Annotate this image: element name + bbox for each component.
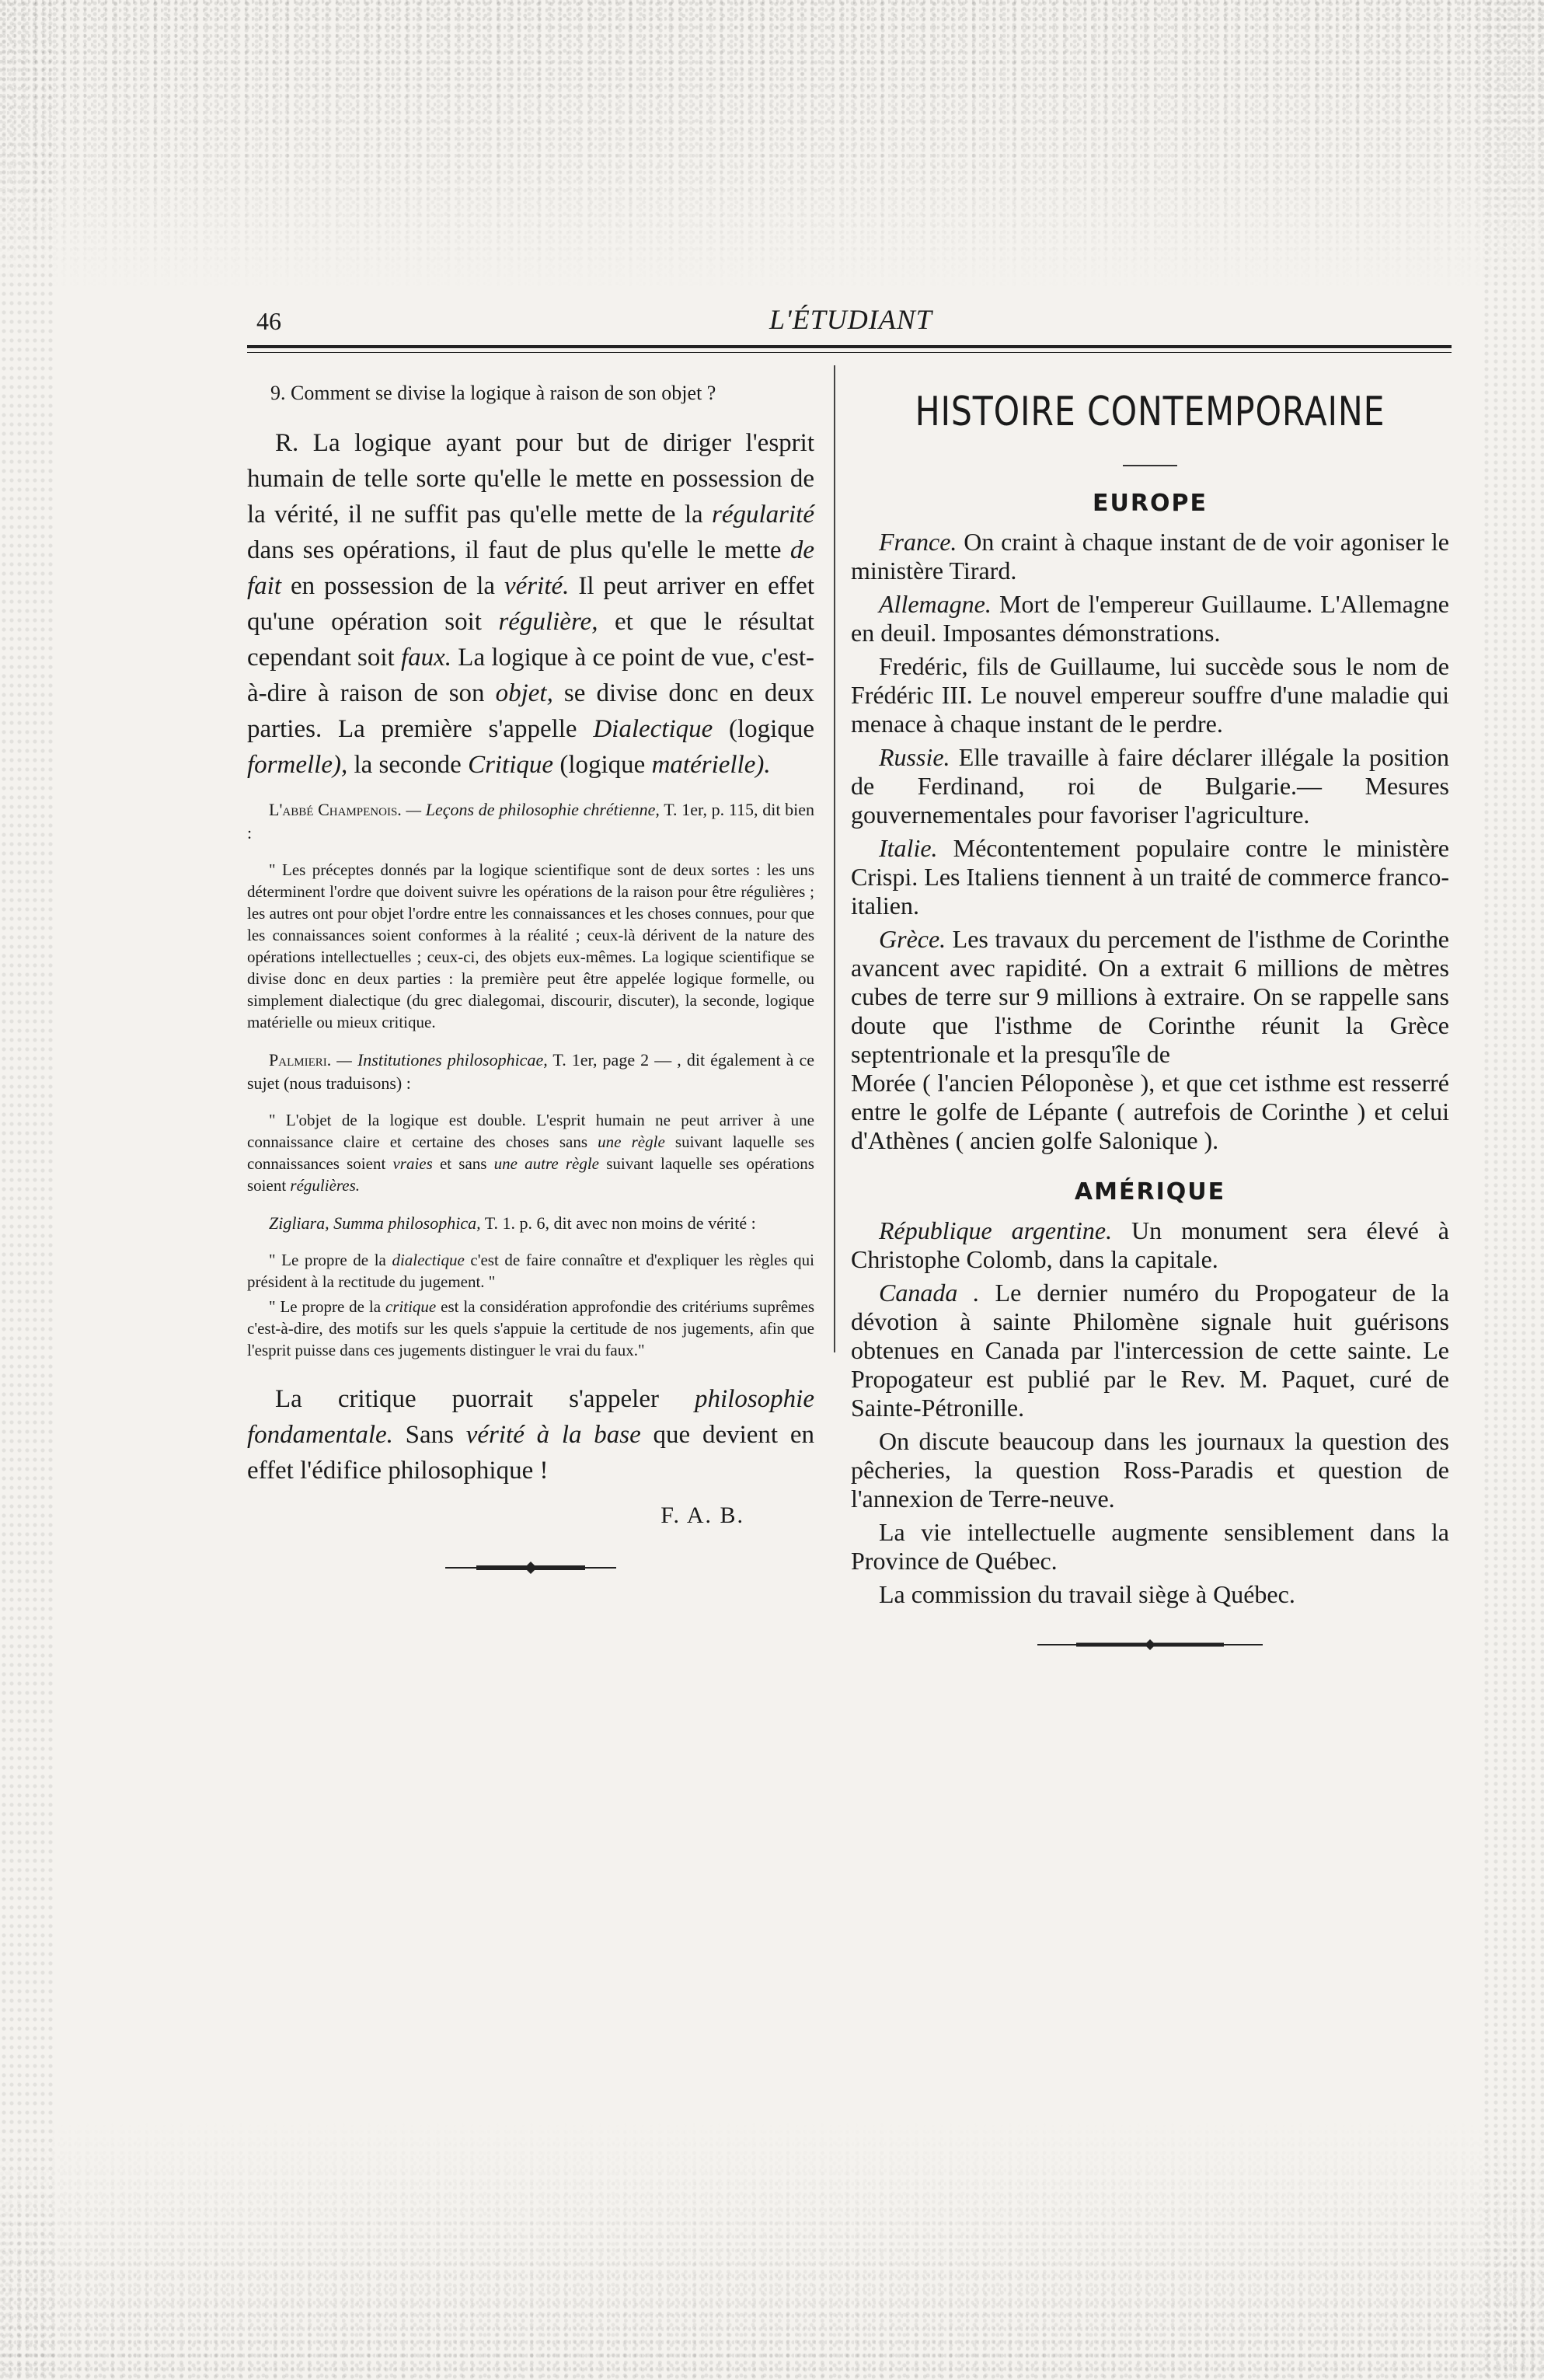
title-rule [1123,465,1177,466]
left-column [247,381,814,1576]
news-item: République argentine. Un monument sera élevé à Christophe Colomb, dans la capitale. [851,1216,1450,1273]
news-item: La vie intellectuelle augmente sensiblement dans la Province de Québec. [851,1518,1449,1575]
news-item: France. On craint à chaque instant de de voir agoniser le ministère Tirard. [851,528,1449,585]
region-heading-europe: EUROPE [1093,490,1208,517]
conclusion-paragraph: La critique puorrait s'appeler philosophie fondamentale. Sans vérité à la base que devient en effet l'édifice philosophique ! [247,1385,814,1485]
news-item: Russie. Elle travaille à faire déclarer illégale la position de Ferdinand, roi de Bulgarie.— Mesures gouvernementales pour favoriser l'agriculture. [851,743,1449,829]
quote-zigliara-critique: " Le propre de la critique est la considération approfondie des critériums suprêmes c'est-à-dire, des motifs sur les quels s'appuie la certitude de nos jugements, afin que l'esprit puisse dans ces jugements distinguer le vrai du faux." [247,1297,814,1359]
page-number: 46 [256,307,281,335]
citation-palmieri: Palmieri. — Institutiones philosophicae, T. 1er, page 2 — , dit également à ce sujet (nous traduisons) : [247,1050,815,1093]
right-column [851,381,1449,1652]
answer-paragraph: R. La logique ayant pour but de diriger l'esprit humain de telle sorte qu'elle le mette en possession de la vérité, il ne suffit pas qu'elle mette de la régularité dans ses opérations, il faut de plus qu'elle le mette de fait en possession de la vérité. Il peut arriver en effet qu'une opération soit régulière, et que le résultat cependant soit faux. La logique à ce point de vue, c'est-à-dire à raison de son objet, se divise donc en deux parties. La première s'appelle Dialectique (logique formelle), la seconde Critique (logique matérielle). [247,429,814,779]
citation-zigliara: Zigliara, Summa philosophica, T. 1. p. 6, dit avec non moins de vérité : [269,1213,756,1233]
news-item: Canada . Le dernier numéro du Propogateur de la dévotion à sainte Philomène signale huit guérisons obtenues en Canada par l'intercession de cette sainte. Le Propogateur est publié par le Rev. M. Paquet, curé de Sainte-Pétronille. [851,1279,1450,1422]
section-title: HISTOIRE CONTEMPORAINE [915,389,1385,435]
citation-champenois: L'abbé Champenois. — Leçons de philosophie chrétienne, T. 1er, p. 115, dit bien : [247,800,815,843]
quote-champenois: " Les préceptes donnés par la logique scientifique sont de deux sortes : les uns déterminent l'ordre que doivent suivre les opérations de la raison pour être régulières ; les autres ont pour objet l'ordre entre les connaissances et les choses connues, pour que les connaissances soient conformes à la réalité ; ceux-là dérivent de la nature des opérations intellectuelles ; ceux-ci, des objets eux-mêmes. La logique scientifique se divise donc en deux parties : la première peut être appelée logique formelle, ou simplement dialectique (du grec dialegomai, discourir, discuter), la seconde, logique matérielle ou mieux critique. [247,860,814,1031]
quote-palmieri: " L'objet de la logique est double. L'esprit humain ne peut arriver à une connaissance claire et certaine des choses sans une règle suivant laquelle ses connaissances soient vraies et sans une autre règle suivant laquelle ses opérations soient régulières. [247,1111,815,1195]
news-item-continued: Morée ( l'ancien Péloponèse ), et que cet isthme est resserré entre le golfe de Lépante ( autrefois de Corinthe ) et celui d'Athènes ( ancien golfe Salonique ). [851,1069,1449,1154]
column-divider [834,365,835,1352]
region-heading-amerique: AMÉRIQUE [1074,1178,1226,1206]
ornament-divider-right [1037,1637,1263,1652]
news-item: Italie. Mécontentement populaire contre le ministère Crispi. Les Italiens tiennent à un traité de commerce franco-italien. [851,834,1449,920]
scan-noise-left [0,0,54,2380]
amerique-news-list [851,1216,1449,1609]
europe-news-list [851,528,1449,1155]
news-item: Fredéric, fils de Guillaume, lui succède sous le nom de Frédéric III. Le nouvel empereur souffre d'une maladie qui menace à chaque instant de le perdre. [851,652,1449,738]
news-item: Allemagne. Mort de l'empereur Guillaume. L'Allemagne en deuil. Imposantes démonstrations. [851,590,1449,647]
scan-noise-right [1482,0,1544,2380]
header-rule [247,345,1452,353]
scan-noise-bottom [0,2116,1544,2380]
ornament-divider-left [445,1560,616,1576]
question-heading: 9. Comment se divise la logique à raison de son objet ? [270,382,716,404]
news-item: La commission du travail siège à Québec. [879,1580,1295,1608]
running-title: L'ÉTUDIANT [769,304,932,335]
news-item: On discute beaucoup dans les journaux la question des pêcheries, la question Ross-Paradis et question de l'annexion de Terre-neuve. [851,1427,1449,1513]
news-item: Grèce. Les travaux du percement de l'isthme de Corinthe avancent avec rapidité. On a extrait 6 millions de mètres cubes de terre sur 9 millions à extraire. On se rappelle sans doute que l'isthme de Corinthe réunit la Grèce septentrionale et la presqu'île de [851,925,1449,1068]
scan-noise-top [0,0,1544,295]
author-signature: F. A. B. [660,1502,744,1528]
quote-zigliara-dialectique: " Le propre de la dialectique c'est de faire connaître et d'expliquer les règles qui président à la rectitude du jugement. " [247,1251,814,1291]
